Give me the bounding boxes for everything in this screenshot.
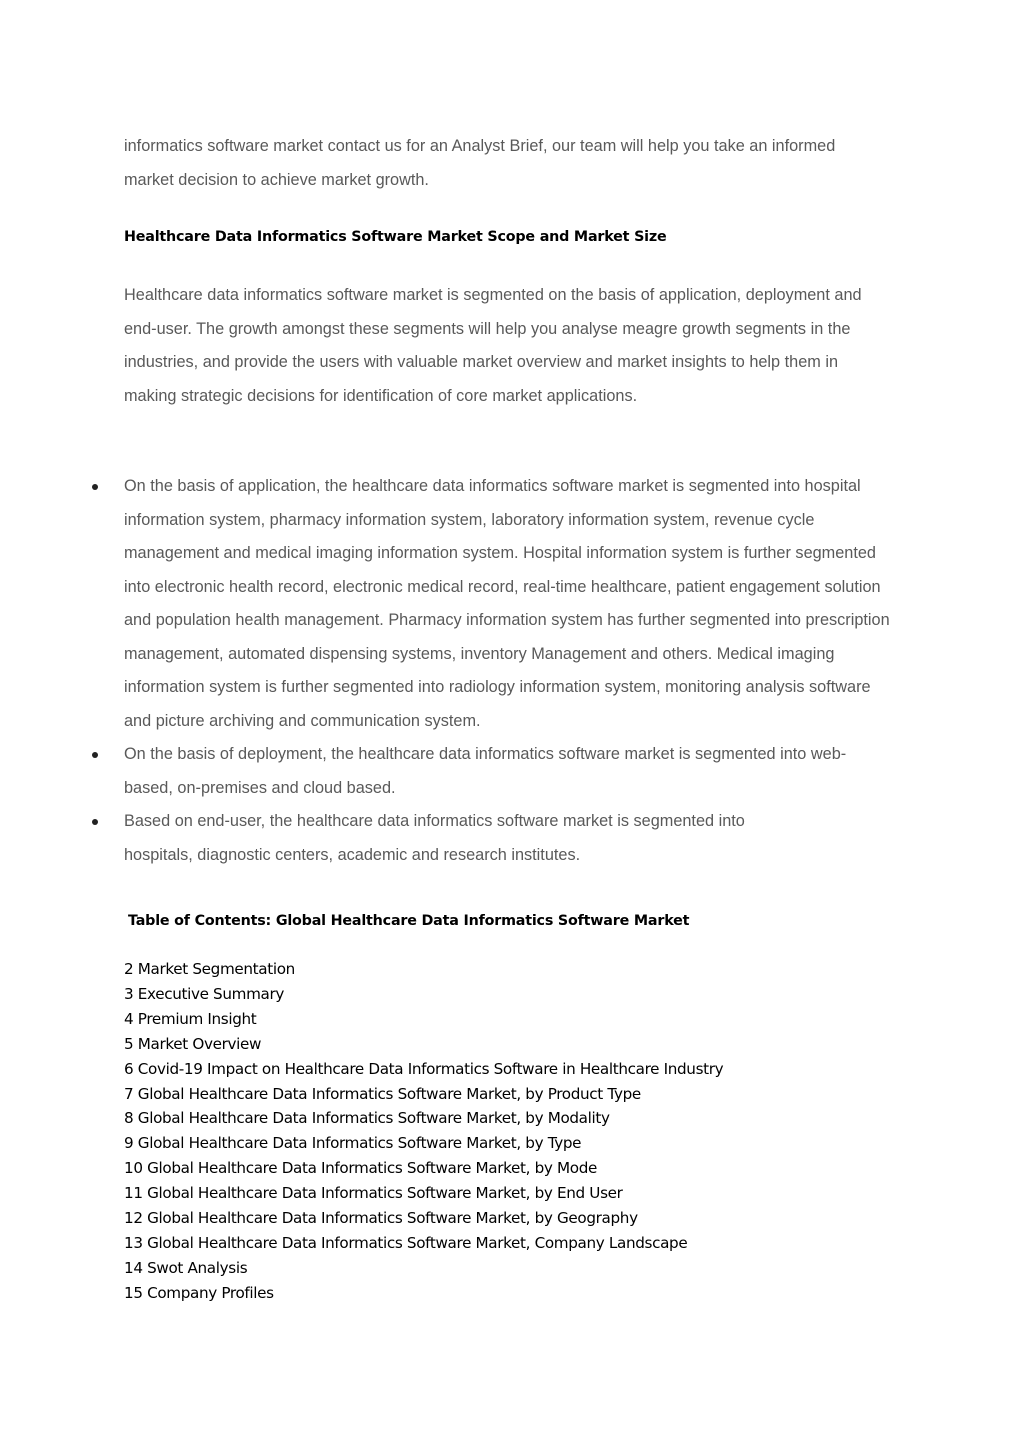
intro-paragraph: informatics software market contact us for an Analyst Brief, our team will help you take an informed market decision to achieve market growth.	[124, 137, 836, 189]
toc-item: 9 Global Healthcare Data Informatics Software Market, by Type	[124, 1134, 582, 1153]
toc-item: 13 Global Healthcare Data Informatics Software Market, Company Landscape	[124, 1233, 688, 1252]
toc-item: 14 Swot Analysis	[124, 1258, 248, 1277]
bullet-text: On the basis of application, the healthcare data informatics software market is segmented into hospital information system, pharmacy information system, laboratory information system, revenue cycle management and medical imaging information system. Hospital information system is further segmented into electronic health record, electronic medical record, real-time healthcare, patient engagement solution and population health management. Pharmacy information system has further segmented into prescription management, automated dispensing systems, inventory Management and others. Medical imaging information system is further segmented into radiology information system, monitoring analysis software and picture archiving and communication system.	[124, 477, 890, 730]
segmentation-bullet-list	[0, 470, 1023, 872]
bullet-icon	[92, 819, 98, 825]
scope-paragraph: Healthcare data informatics software market is segmented on the basis of application, deployment and end-user. The growth amongst these segments will help you analyse meagre growth segments in the industries, and provide the users with valuable market overview and market insights to help them in making strategic decisions for identification of core market applications.	[124, 286, 862, 405]
bullet-icon	[92, 484, 98, 490]
toc-item: 6 Covid-19 Impact on Healthcare Data Informatics Software in Healthcare Industry	[124, 1059, 724, 1078]
bullet-text: Based on end-user, the healthcare data informatics software market is segmented into hospitals, diagnostic centers, academic and research institutes.	[124, 812, 745, 864]
bullet-text: On the basis of deployment, the healthcare data informatics software market is segmented into web-based, on-premises and cloud based.	[124, 745, 847, 797]
toc-item: 11 Global Healthcare Data Informatics Software Market, by End User	[124, 1184, 623, 1203]
toc-item: 8 Global Healthcare Data Informatics Software Market, by Modality	[124, 1109, 610, 1128]
bullet-item-end-user	[0, 805, 804, 872]
bullet-icon	[92, 752, 98, 758]
toc-item: 3 Executive Summary	[124, 984, 285, 1003]
toc-item: 15 Company Profiles	[124, 1283, 274, 1302]
toc-item: 12 Global Healthcare Data Informatics Software Market, by Geography	[124, 1209, 638, 1228]
toc-item: 4 Premium Insight	[124, 1009, 257, 1028]
toc-heading: Table of Contents: Global Healthcare Data Informatics Software Market	[128, 913, 690, 929]
toc-item: 2 Market Segmentation	[124, 960, 295, 978]
bullet-item-application	[0, 470, 894, 738]
scope-heading: Healthcare Data Informatics Software Market Scope and Market Size	[124, 229, 667, 245]
toc-item: 7 Global Healthcare Data Informatics Software Market, by Product Type	[124, 1084, 641, 1103]
table-of-contents	[124, 957, 723, 1306]
toc-item: 5 Market Overview	[124, 1034, 262, 1053]
bullet-item-deployment	[0, 738, 894, 805]
toc-item: 10 Global Healthcare Data Informatics Software Market, by Mode	[124, 1159, 597, 1178]
